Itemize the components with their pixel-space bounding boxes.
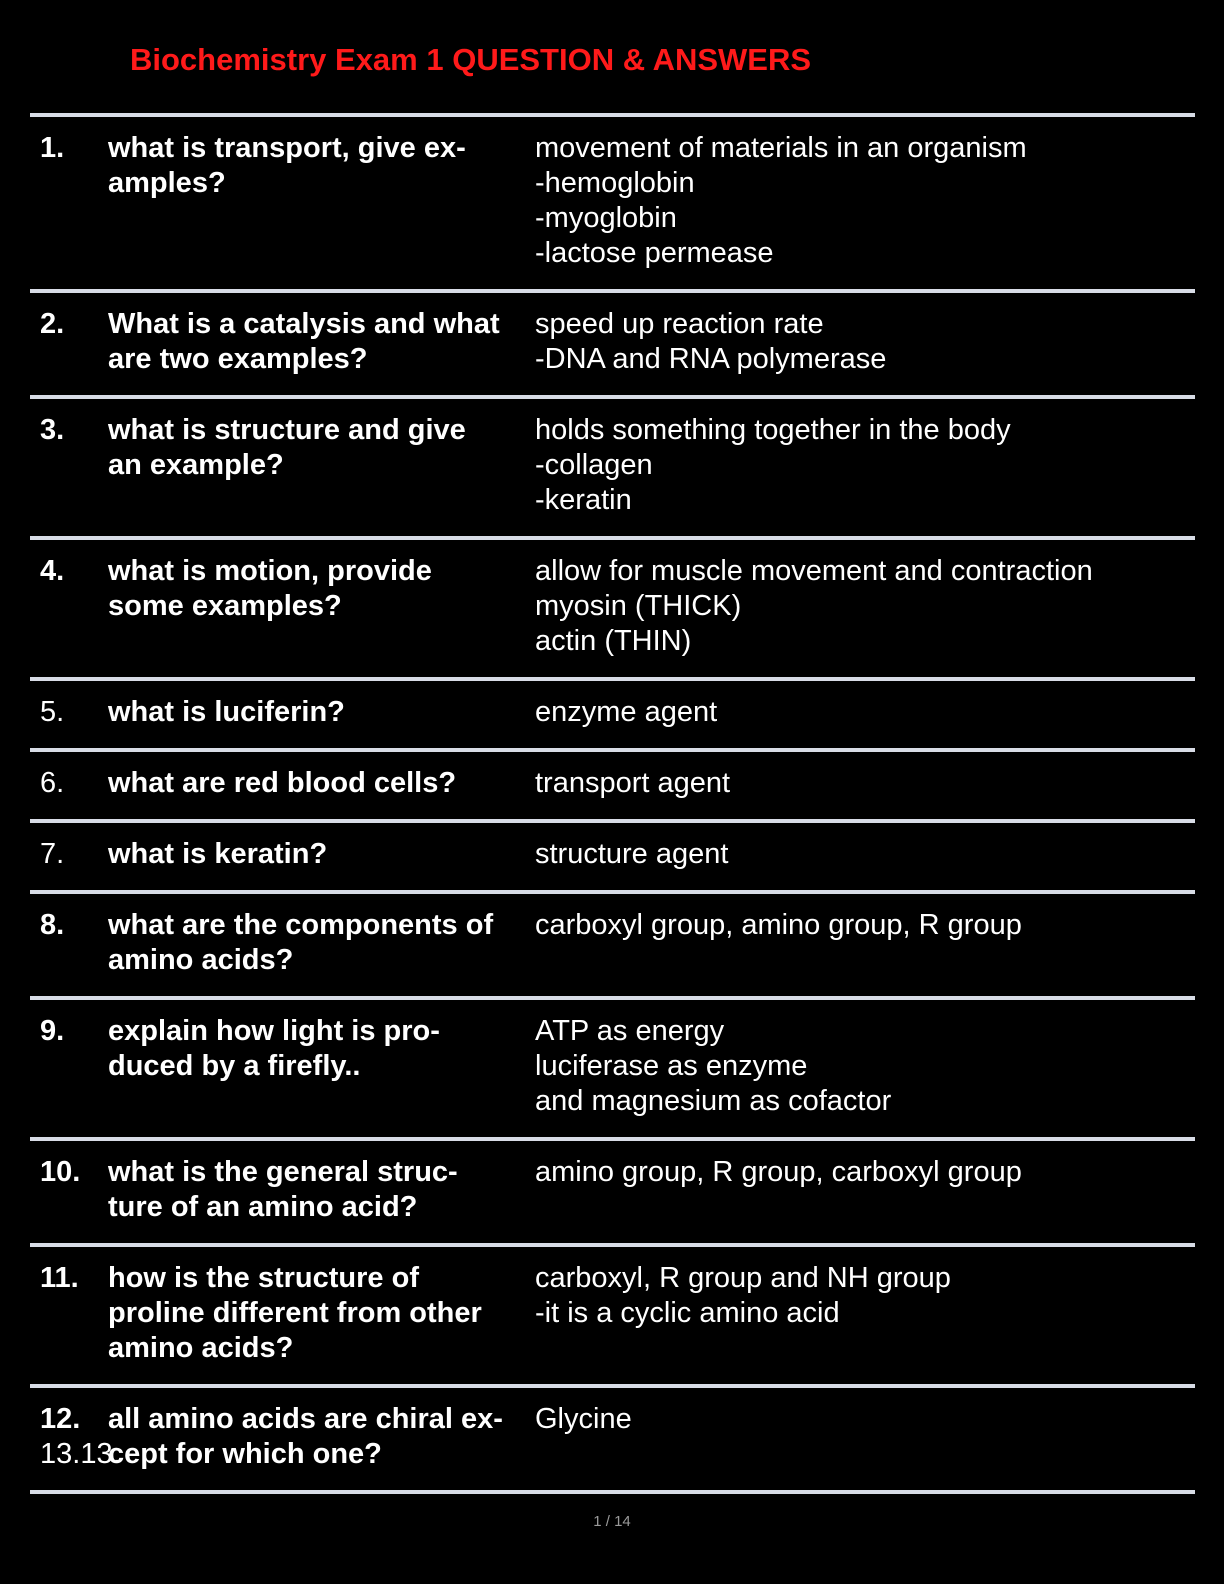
question-text — [108, 1014, 528, 1084]
answer-line: carboxyl, R group and NH group — [535, 1262, 951, 1294]
question-number: 4. — [40, 555, 65, 587]
answer-text — [535, 1014, 1185, 1119]
question-number: 7. — [40, 838, 65, 870]
question-text — [108, 1402, 528, 1472]
question-line: proline different from other — [108, 1297, 482, 1329]
list-item-13: 13.13. — [40, 1438, 121, 1470]
answer-line: amino group, R group, carboxyl group — [535, 1156, 1022, 1188]
question-text — [108, 1261, 528, 1366]
qa-row — [30, 1247, 1195, 1384]
question-line: amino acids? — [108, 1332, 294, 1364]
question-number: 11. — [40, 1262, 79, 1294]
question-number: 1. — [40, 132, 65, 164]
answer-text — [535, 1402, 1185, 1437]
answer-line: structure agent — [535, 838, 729, 870]
question-text — [108, 1155, 528, 1225]
question-text — [108, 837, 528, 872]
answer-text — [535, 908, 1185, 943]
answer-line: -collagen — [535, 449, 653, 481]
question-number: 9. — [40, 1015, 65, 1047]
question-line: explain how light is pro- — [108, 1015, 440, 1047]
answer-text — [535, 766, 1185, 801]
question-line: what is keratin? — [108, 838, 328, 870]
answer-line: ATP as energy — [535, 1015, 725, 1047]
answer-line: holds something together in the body — [535, 414, 1011, 446]
question-line: an example? — [108, 449, 284, 481]
answer-line: myosin (THICK) — [535, 590, 742, 622]
answer-line: transport agent — [535, 767, 731, 799]
question-number: 12. — [40, 1403, 81, 1435]
qa-row — [30, 540, 1195, 677]
qa-table — [30, 113, 1195, 1494]
question-text — [108, 413, 528, 483]
qa-row — [30, 117, 1195, 289]
answer-text — [535, 307, 1185, 377]
document-title: Biochemistry Exam 1 QUESTION & ANSWERS — [130, 42, 812, 77]
answer-text — [535, 695, 1185, 730]
answer-line: Glycine — [535, 1403, 632, 1435]
answer-line: -myoglobin — [535, 202, 677, 234]
answer-text — [535, 1261, 1185, 1331]
answer-line: -lactose permease — [535, 237, 774, 269]
question-number: 8. — [40, 909, 65, 941]
question-line: what is the general struc- — [108, 1156, 458, 1188]
question-text — [108, 766, 528, 801]
question-line: what is transport, give ex- — [108, 132, 466, 164]
qa-row — [30, 752, 1195, 819]
question-line: some examples? — [108, 590, 342, 622]
answer-text — [535, 554, 1185, 659]
answer-line: allow for muscle movement and contraction — [535, 555, 1093, 587]
answer-line: movement of materials in an organism — [535, 132, 1027, 164]
question-number: 6. — [40, 767, 65, 799]
question-line: what are the components of — [108, 909, 494, 941]
qa-row — [30, 1000, 1195, 1137]
answer-text — [535, 413, 1185, 518]
answer-line: and magnesium as cofactor — [535, 1085, 892, 1117]
question-number: 3. — [40, 414, 65, 446]
qa-row — [30, 1141, 1195, 1243]
question-number: 2. — [40, 308, 65, 340]
qa-row — [30, 399, 1195, 536]
qa-row — [30, 293, 1195, 395]
question-line: ture of an amino acid? — [108, 1191, 418, 1223]
question-text — [108, 908, 528, 978]
qa-row — [30, 1388, 1195, 1490]
question-number: 5. — [40, 696, 65, 728]
answer-line: speed up reaction rate — [535, 308, 824, 340]
answer-text — [535, 837, 1185, 872]
qa-row — [30, 894, 1195, 996]
question-text — [108, 131, 528, 201]
answer-text — [535, 131, 1185, 271]
question-line: are two examples? — [108, 343, 368, 375]
page-indicator: 1 / 14 — [593, 1513, 631, 1530]
answer-line: luciferase as enzyme — [535, 1050, 808, 1082]
question-text — [108, 695, 528, 730]
answer-line: enzyme agent — [535, 696, 718, 728]
question-line: how is the structure of — [108, 1262, 419, 1294]
answer-line: -keratin — [535, 484, 632, 516]
qa-row — [30, 681, 1195, 748]
answer-line: carboxyl group, amino group, R group — [535, 909, 1022, 941]
question-number: 10. — [40, 1156, 81, 1188]
question-line: amino acids? — [108, 944, 294, 976]
answer-line: -it is a cyclic amino acid — [535, 1297, 840, 1329]
answer-line: -DNA and RNA polymerase — [535, 343, 887, 375]
question-line: What is a catalysis and what — [108, 308, 500, 340]
question-line: all amino acids are chiral ex- — [108, 1403, 503, 1435]
row-divider — [30, 1490, 1195, 1494]
answer-line: actin (THIN) — [535, 625, 692, 657]
question-line: what is structure and give — [108, 414, 466, 446]
answer-line: -hemoglobin — [535, 167, 695, 199]
question-line: what is luciferin? — [108, 696, 345, 728]
question-line: what are red blood cells? — [108, 767, 457, 799]
qa-row — [30, 823, 1195, 890]
question-line: what is motion, provide — [108, 555, 432, 587]
question-line: duced by a firefly.. — [108, 1050, 361, 1082]
question-text — [108, 307, 528, 377]
question-text — [108, 554, 528, 624]
answer-text — [535, 1155, 1185, 1190]
question-line: cept for which one? — [108, 1438, 382, 1470]
question-line: amples? — [108, 167, 226, 199]
